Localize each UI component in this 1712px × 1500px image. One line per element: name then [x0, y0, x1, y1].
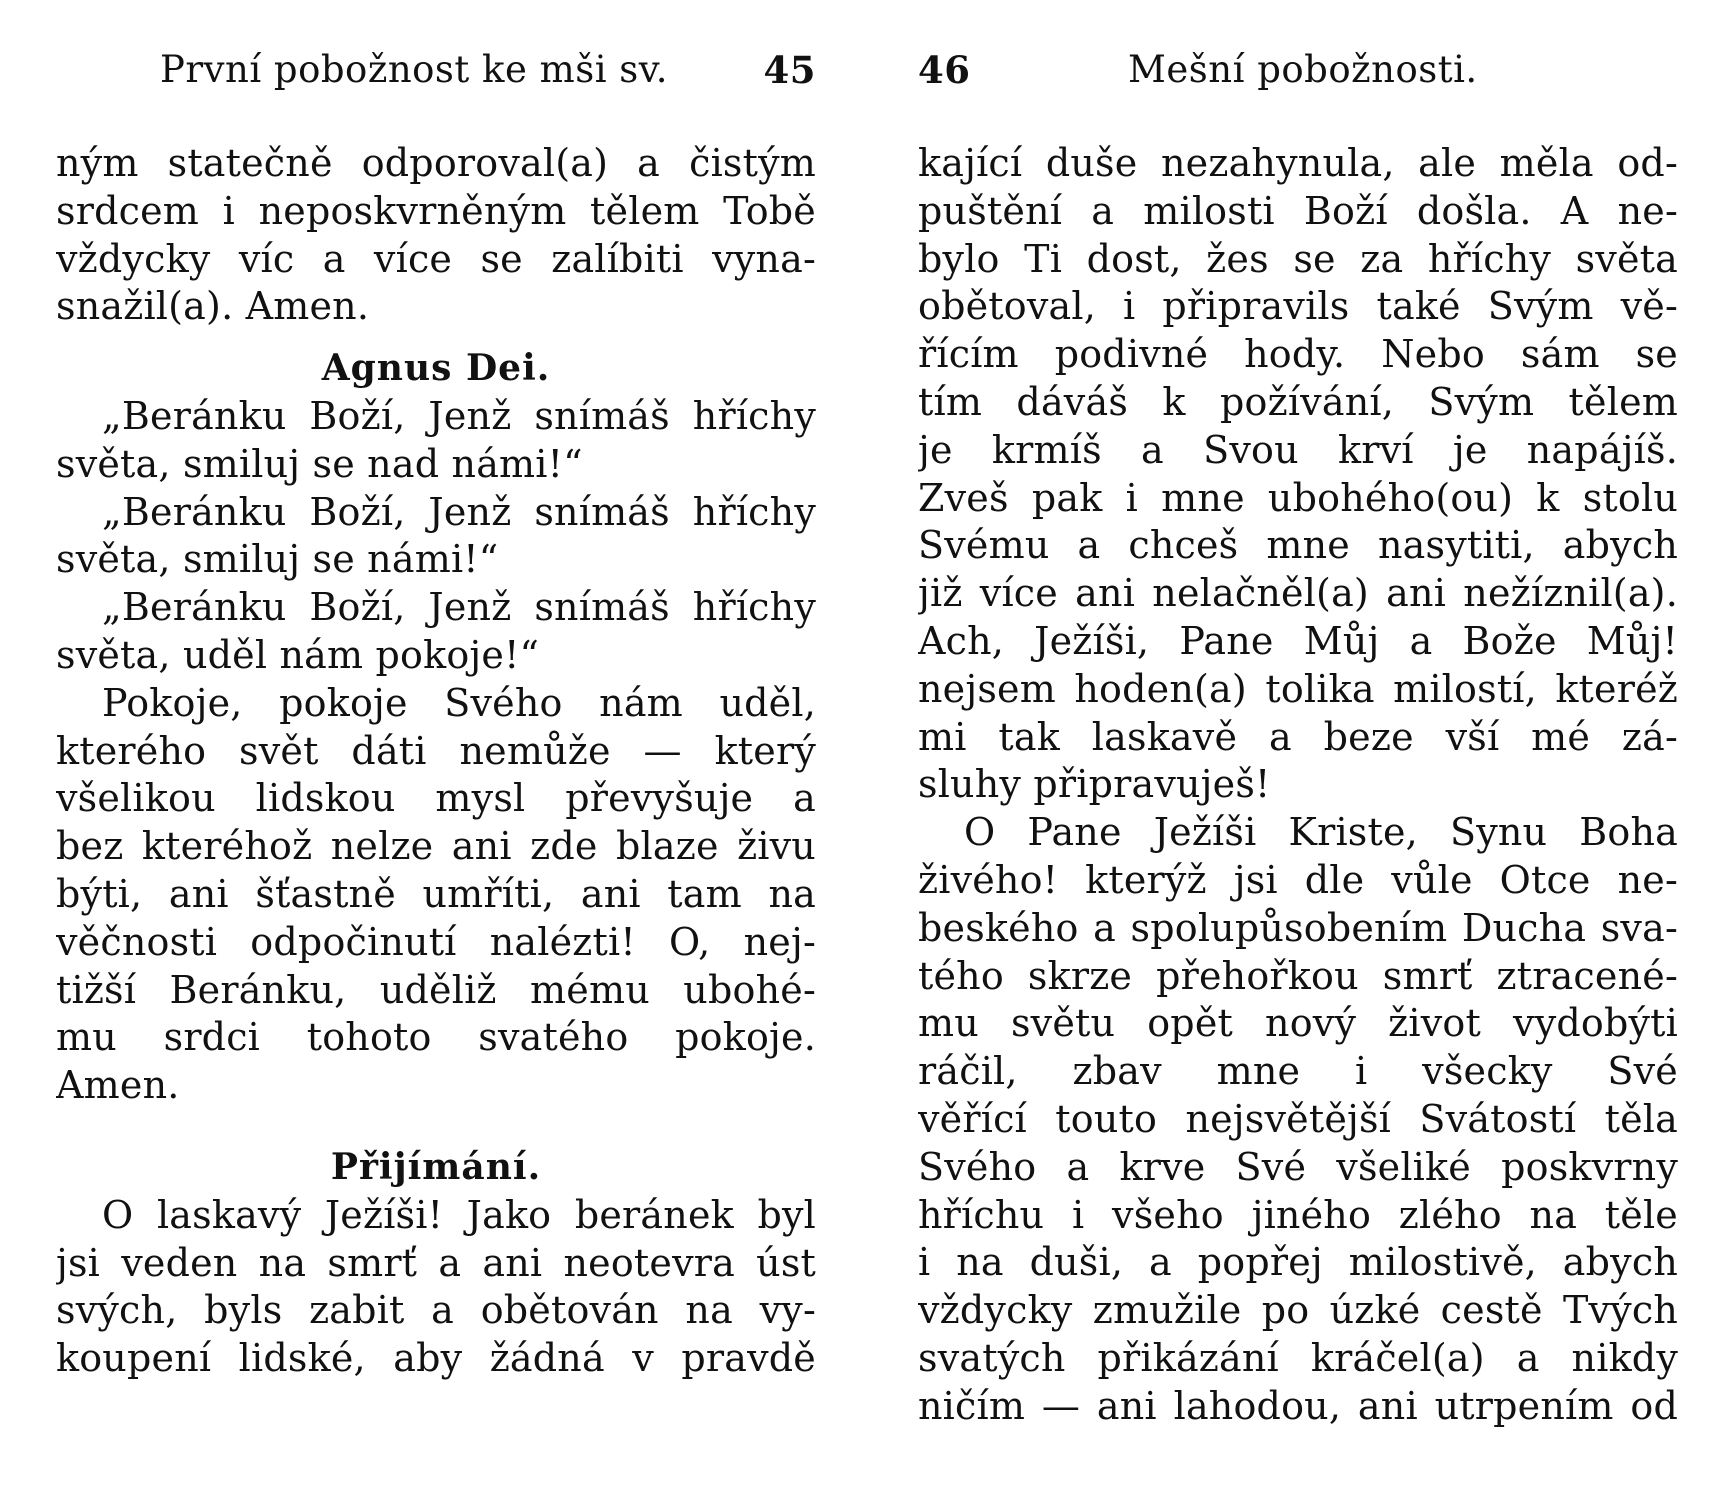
- right-running-head: [918, 48, 1678, 98]
- right-text-block: [918, 140, 1678, 1431]
- text-line: obětoval, i připravils také Svým vě-: [918, 284, 1678, 329]
- text-line: koupení lidské, aby žádná v pravdě: [56, 1336, 816, 1381]
- text-line: snažil(a). Amen.: [56, 284, 370, 329]
- text-line: nejsem hoden(a) tolika milostí, kteréž: [918, 666, 1678, 711]
- left-text-block: [56, 140, 816, 1383]
- text-line: ráčil, zbav mne i všecky Své: [918, 1049, 1678, 1094]
- text-line: Svému a chceš mne nasytiti, abych: [918, 523, 1678, 568]
- text-line: věčnosti odpočinutí nalézti! O, nej-: [56, 919, 816, 964]
- text-line: beského a spolupůsobením Ducha sva-: [918, 905, 1678, 950]
- text-line: mu srdci tohoto svatého pokoje.: [56, 1015, 816, 1060]
- text-line: O laskavý Ježíši! Jako beránek byl: [102, 1192, 816, 1237]
- text-line: býti, ani šťastně umříti, ani tam na: [56, 871, 816, 916]
- text-line: „Beránku Boží, Jenž snímáš hříchy: [102, 489, 816, 534]
- right-page-number: 46: [918, 48, 971, 92]
- text-line: Pokoje, pokoje Svého nám uděl,: [102, 680, 816, 725]
- section-heading-agnus-dei: Agnus Dei.: [321, 347, 551, 390]
- text-line: je krmíš a Svou krví je napájíš.: [918, 427, 1678, 472]
- text-line: řícím podivné hody. Nebo sám se: [918, 332, 1678, 377]
- right-running-title: Mešní pobožnosti.: [1128, 48, 1478, 91]
- text-line: živého! kterýž jsi dle vůle Otce ne-: [918, 857, 1678, 902]
- text-line: všelikou lidskou mysl převyšuje a: [56, 776, 816, 821]
- text-line: vždycky víc a více se zalíbiti vyna-: [56, 236, 816, 281]
- text-line: Zveš pak i mne ubohého(ou) k stolu: [918, 475, 1678, 520]
- text-line: tižší Beránku, uděliž mému ubohé-: [56, 967, 816, 1012]
- left-page-number: 45: [763, 48, 816, 92]
- text-line: mi tak laskavě a beze vší mé zá-: [918, 714, 1678, 759]
- text-line: mu světu opět nový život vydobýti: [918, 1001, 1678, 1046]
- left-running-head: [56, 48, 816, 98]
- text-line: věřící touto nejsvětější Svátostí těla: [918, 1096, 1678, 1141]
- text-line: svatých přikázání kráčel(a) a nikdy: [918, 1335, 1678, 1380]
- text-line: hříchu i všeho jiného zlého na těle: [918, 1192, 1678, 1237]
- text-line: „Beránku Boží, Jenž snímáš hříchy: [102, 585, 816, 630]
- text-line: srdcem i neposkvrněným tělem Tobě: [56, 188, 816, 233]
- text-line: sluhy připravuješ!: [918, 762, 1271, 807]
- text-line: jsi veden na smrť a ani neotevra úst: [56, 1240, 816, 1285]
- text-line: kterého svět dáti nemůže — který: [56, 728, 816, 773]
- section-heading-prijimani: Přijímání.: [330, 1145, 542, 1188]
- text-line: i na duši, a popřej milostivě, abych: [918, 1240, 1678, 1285]
- text-line: puštění a milosti Boží došla. A ne-: [918, 188, 1678, 233]
- right-page: [918, 0, 1678, 1500]
- text-line: již více ani nelačněl(a) ani nežíznil(a).: [918, 571, 1678, 616]
- text-line: světa, smiluj se nad námi!“: [56, 441, 583, 486]
- text-line: Ach, Ježíši, Pane Můj a Bože Můj!: [918, 618, 1678, 663]
- left-running-title: První pobožnost ke mši sv.: [160, 48, 669, 91]
- text-line: svých, byls zabit a obětován na vy-: [56, 1288, 816, 1333]
- text-line: O Pane Ježíši Kriste, Synu Boha: [964, 810, 1678, 855]
- text-line: bez kteréhož nelze ani zde blaze živu: [56, 824, 816, 869]
- text-line: ničím — ani lahodou, ani utrpením od: [918, 1383, 1678, 1428]
- text-line: bylo Ti dost, žes se za hříchy světa: [918, 236, 1678, 281]
- text-line: tím dáváš k požívání, Svým tělem: [918, 379, 1678, 424]
- text-line: světa, smiluj se námi!“: [56, 537, 499, 582]
- text-line: tého skrze přehořkou smrť ztracené-: [918, 953, 1678, 998]
- text-line: ným statečně odporoval(a) a čistým: [56, 141, 816, 185]
- text-line: kající duše nezahynula, ale měla od-: [918, 141, 1678, 185]
- text-line: vždycky zmužile po úzké cestě Tvých: [918, 1288, 1678, 1333]
- text-line: Amen.: [56, 1063, 180, 1108]
- text-line: „Beránku Boží, Jenž snímáš hříchy: [102, 393, 816, 438]
- text-line: Svého a krve Své všeliké poskvrny: [918, 1144, 1678, 1189]
- text-line: světa, uděl nám pokoje!“: [56, 632, 540, 677]
- left-page: [56, 0, 816, 1500]
